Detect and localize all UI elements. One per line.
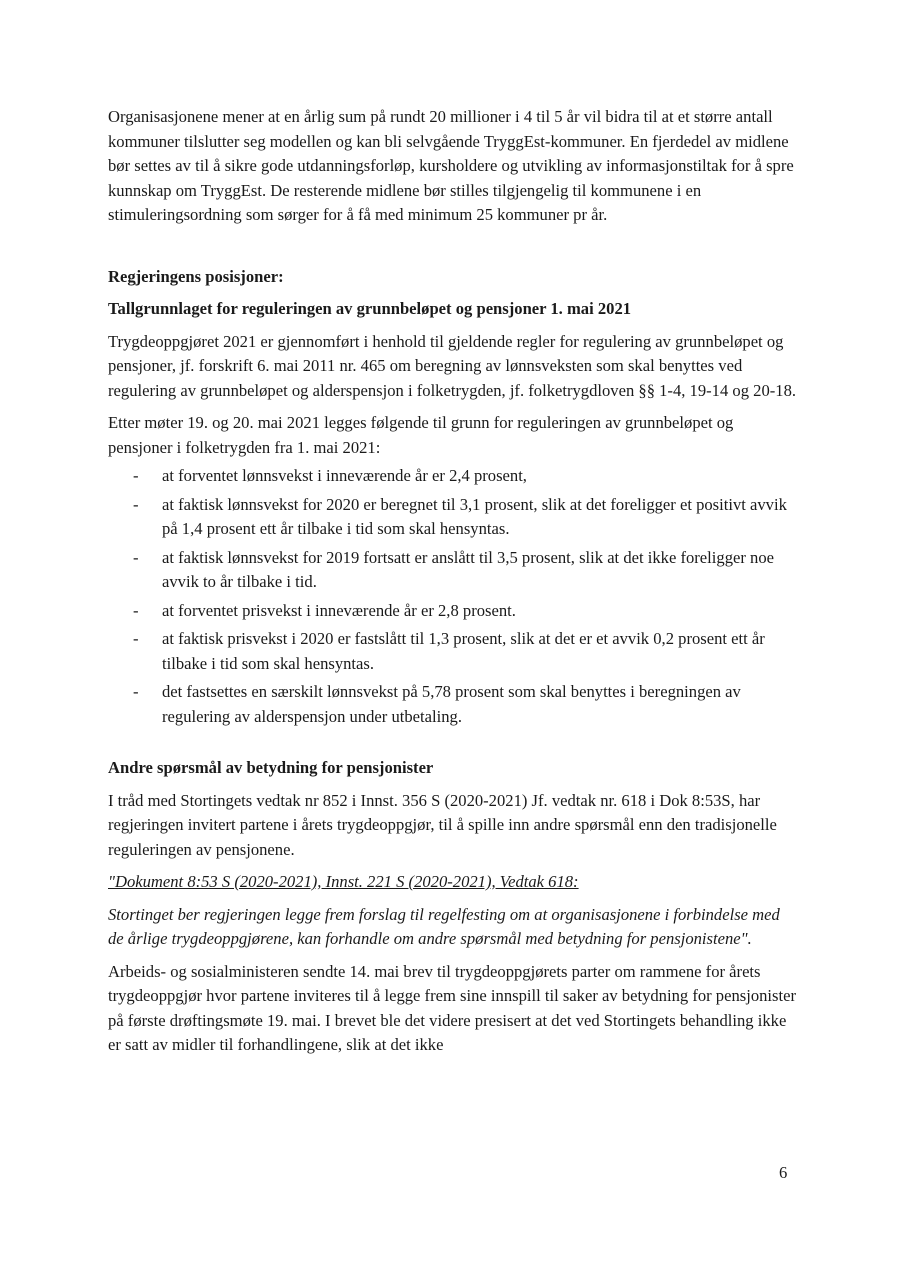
bullet-dash: - [133, 600, 139, 620]
list-item [108, 627, 798, 676]
spacer [108, 952, 798, 960]
paragraph-etter-moter: Etter møter 19. og 20. mai 2021 legges følgende til grunn for reguleringen av grunnbeløpet og pensjoner i folketrygden fra 1. mai 2021: [108, 413, 734, 457]
list-item [108, 493, 798, 542]
list-item-text: at faktisk lønnsvekst for 2020 er beregnet til 3,1 prosent, slik at det foreligger et positivt avvik på 1,4 prosent ett år tilbake i tid som skal hensyntas. [162, 494, 787, 538]
list-item-text: at forventet prisvekst i inneværende år er 2,8 prosent. [162, 600, 516, 620]
paragraph-i-trad-med: I tråd med Stortingets vedtak nr 852 i Innst. 356 S (2020-2021) Jf. vedtak nr. 618 i Dok 8:53S, har regjeringen invitert partene i årets trygdeoppgjør, til å spille inn andre spørsmål enn den tradisjonelle reguleringen av pensjonene. [108, 790, 777, 859]
list-item-text: at faktisk lønnsvekst for 2019 fortsatt er anslått til 3,5 prosent, slik at det ikke foreligger noe avvik to år tilbake i tid. [162, 547, 774, 591]
list-item-text: at faktisk prisvekst i 2020 er fastslått til 1,3 prosent, slik at det er et avvik 0,2 prosent ett år tilbake i tid som skal hensyntas. [162, 629, 765, 673]
spacer [108, 228, 798, 265]
section-subheading-tallgrunnlaget: Tallgrunnlaget for reguleringen av grunnbeløpet og pensjoner 1. mai 2021 [108, 299, 632, 318]
intro-paragraph: Organisasjonene mener at en årlig sum på rundt 20 millioner i 4 til 5 år vil bidra til at et større antall kommuner tilslutter seg modellen og kan bli selvgående TryggEst-kommuner. En fjerdedel av midlene bør settes av til å sikre gode utdanningsforløp, kursholdere og utvikling av informasjonstiltak for å spre kunnskap om TryggEst. De resterende midlene bør stilles tilgjengelig til kommunene i en stimuleringsordning som sørger for å få med minimum 25 kommuner pr år. [108, 107, 794, 224]
bullet-dash: - [133, 547, 139, 567]
list-item [108, 464, 798, 489]
spacer [108, 322, 798, 330]
quote-reference: "Dokument 8:53 S (2020-2021), Innst. 221 S (2020-2021), Vedtak 618: [108, 872, 579, 891]
quote-text: Stortinget ber regjeringen legge frem forslag til regelfesting om at organisasjonene i forbindelse med de årlige trygdeoppgjørene, kan forhandle om andre spørsmål med betydning for pensjonistene". [108, 904, 780, 948]
spacer [108, 862, 798, 870]
section-heading-andre-sporsmal: Andre spørsmål av betydning for pensjonister [108, 758, 434, 777]
list-item-text: at forventet lønnsvekst i inneværende år er 2,4 prosent, [162, 466, 527, 485]
bullet-dash: - [133, 466, 139, 485]
bullet-dash: - [133, 494, 139, 514]
list-item [108, 599, 798, 624]
spacer [108, 733, 798, 756]
spacer [108, 781, 798, 789]
document-page [108, 105, 798, 1058]
paragraph-trygdeoppgjoret: Trygdeoppgjøret 2021 er gjennomført i henhold til gjeldende regler for regulering av grunnbeløpet og pensjoner, jf. forskrift 6. mai 2011 nr. 465 om beregning av lønnsveksten som skal benyttes ved regulering av grunnbeløpet og alderspensjon i folketrygden, jf. folketrygdloven §§ 1-4, 19-14 og 20-18. [108, 331, 797, 400]
list-item [108, 680, 798, 729]
page-number: 6 [779, 1163, 788, 1182]
spacer [108, 403, 798, 411]
regulation-bullet-list [108, 464, 798, 729]
spacer [108, 289, 798, 297]
list-item-text: det fastsettes en særskilt lønnsvekst på 5,78 prosent som skal benyttes i beregningen av regulering av alderspensjon under utbetaling. [162, 682, 741, 726]
list-item [108, 546, 798, 595]
bullet-dash: - [133, 682, 139, 701]
section-heading-regjeringens-posisjoner: Regjeringens posisjoner: [108, 266, 284, 286]
spacer [108, 895, 798, 903]
paragraph-arbeids-og-sosialministeren: Arbeids- og sosialministeren sendte 14. mai brev til trygdeoppgjørets parter om rammene for årets trygdeoppgjør hvor partene inviteres til å legge frem sine innspill til saker av betydning for pensjonister på første drøftingsmøte 19. mai. I brevet ble det videre presisert at det ved Stortingets behandling ikke er satt av midler til forhandlingene, slik at det ikke [108, 961, 797, 1054]
bullet-dash: - [133, 629, 139, 648]
